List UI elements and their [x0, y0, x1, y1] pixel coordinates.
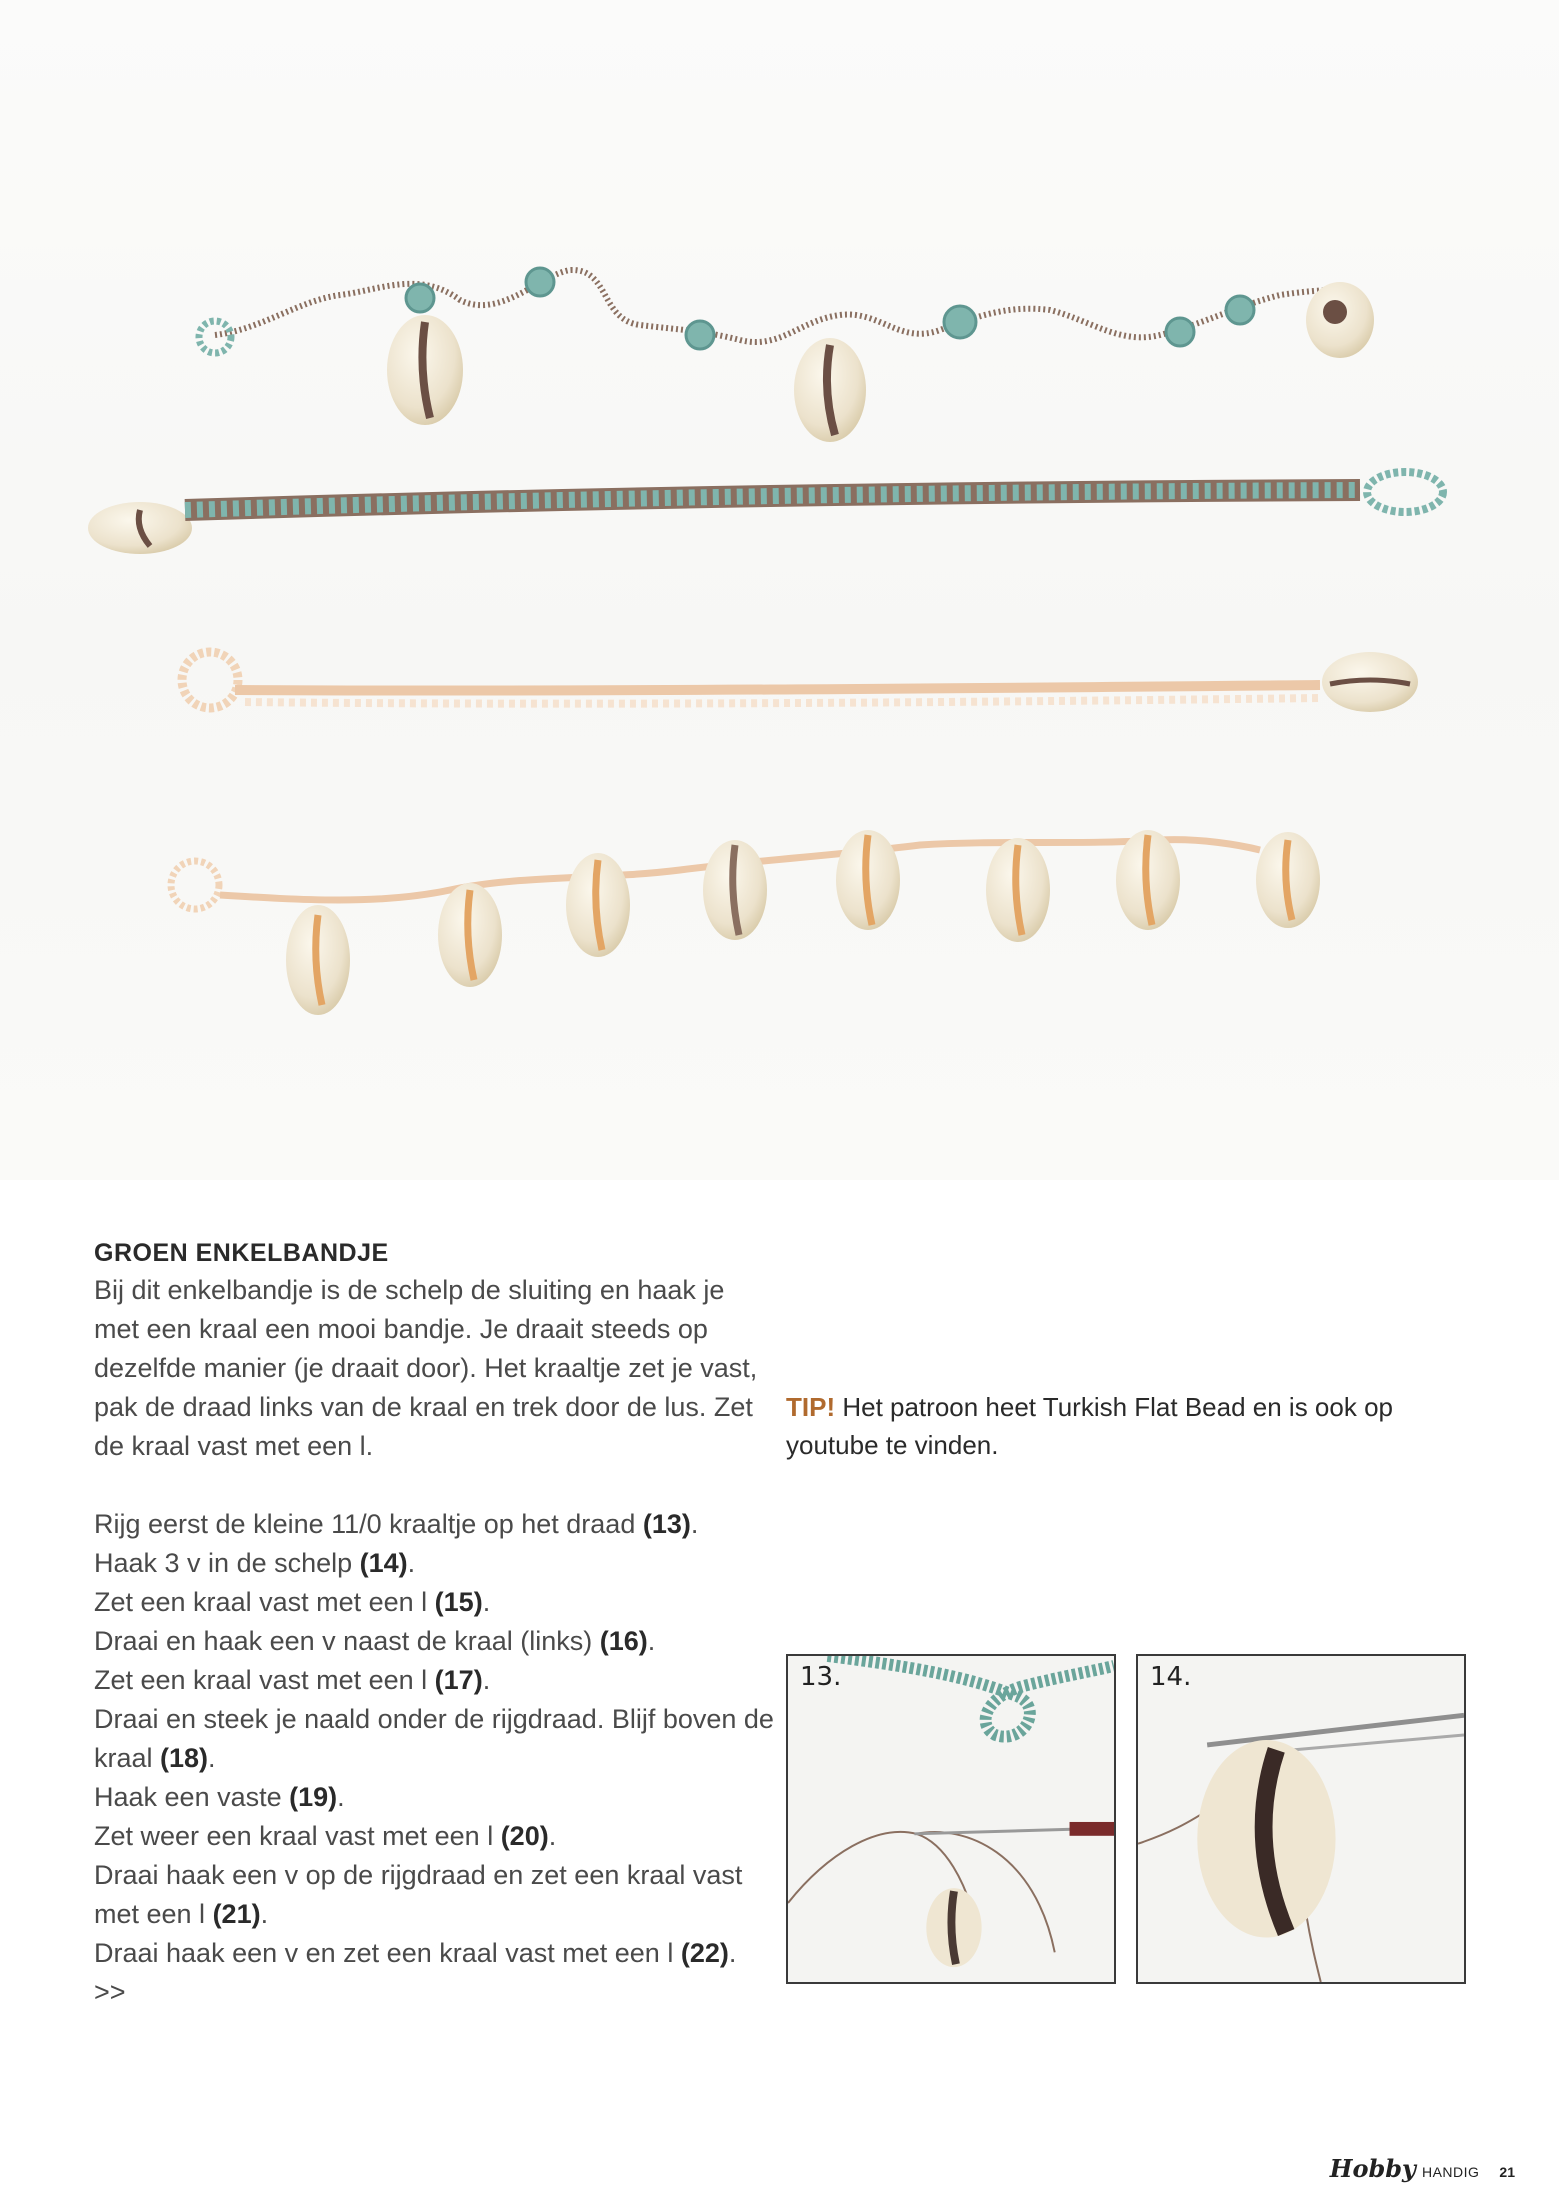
anklet-1 [199, 268, 1374, 442]
steps-list [94, 1505, 774, 2012]
photo-number-13: 13. [800, 1662, 842, 1692]
brand-logo-word: HANDIG [1421, 2164, 1480, 2180]
page-number: 21 [1499, 2164, 1515, 2180]
tip-box [786, 1388, 1426, 1464]
section-heading: GROEN ENKELBANDJE [94, 1239, 389, 1267]
anklet-4 [171, 830, 1320, 1015]
step-18: Draai en steek je naald onder de rijgdraad. Blijf boven de kraal (18). [94, 1704, 774, 1773]
step-22: Draai haak een v en zet een kraal vast met een l (22). >> [94, 1938, 737, 2007]
step-17: Zet een kraal vast met een l (17). [94, 1665, 491, 1695]
step-19: Haak een vaste (19). [94, 1782, 345, 1812]
instructions-column [94, 1235, 774, 2012]
step-13: Rijg eerst de kleine 11/0 kraaltje op het draad (13). [94, 1509, 699, 1539]
anklet-3 [182, 652, 1418, 712]
step-16: Draai en haak een v naast de kraal (links) (16). [94, 1626, 656, 1656]
step-20: Zet weer een kraal vast met een l (20). [94, 1821, 557, 1851]
step-14: Haak 3 v in de schelp (14). [94, 1548, 416, 1578]
photo-number-14: 14. [1150, 1662, 1192, 1692]
step-15: Zet een kraal vast met een l (15). [94, 1587, 491, 1617]
tip-label: TIP! [786, 1392, 836, 1422]
photo-13-illustration [788, 1656, 1114, 1982]
photo-14-illustration [1138, 1656, 1464, 1982]
tip-text: Het patroon heet Turkish Flat Bead en is ook op youtube te vinden. [786, 1392, 1393, 1460]
step-photo-14 [1136, 1654, 1466, 1984]
brand-logo-script: Hobby [1329, 2154, 1416, 2183]
step-photo-13 [786, 1654, 1116, 1984]
intro-paragraph: Bij dit enkelbandje is de schelp de sluiting en haak je met een kraal een mooi bandje. Je draait steeds op dezelfde manier (je draait door). Het kraaltje zet je vast, pak de draad links van de kraal en trek door de lus. Zet de kraal vast met een l. [94, 1275, 758, 1461]
anklet-2 [88, 472, 1443, 554]
step-21: Draai haak een v op de rijgdraad en zet een kraal vast met een l (21). [94, 1860, 743, 1929]
page-footer [1330, 2154, 1515, 2183]
